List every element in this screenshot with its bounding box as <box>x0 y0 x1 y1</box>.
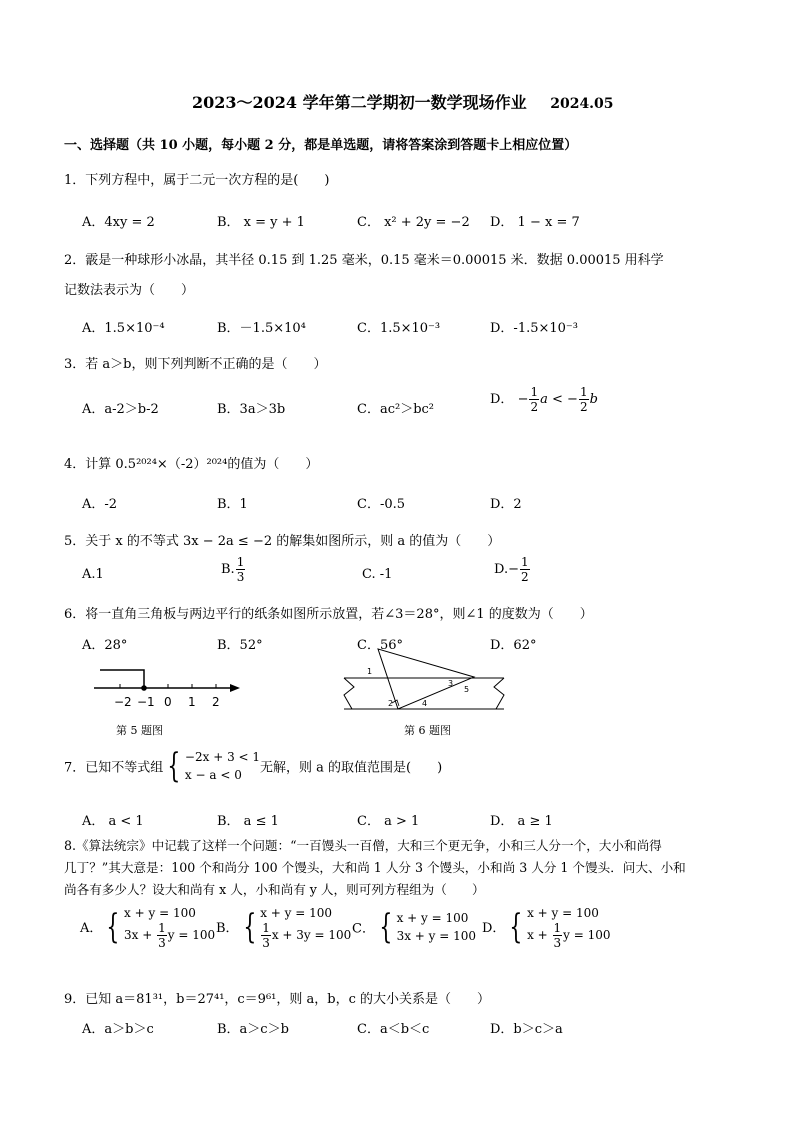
q7-stem-prefix: 7．已知不等式组 <box>64 760 164 776</box>
angle-label-5: 5 <box>464 685 470 694</box>
tick-label-0: 0 <box>164 695 172 709</box>
q2-option-a: A．1.5×10⁻⁴ <box>82 321 165 336</box>
tick-label-1: 1 <box>188 695 196 709</box>
q6-stem: 6．将一直角三角板与两边平行的纸条如图所示放置，若∠3＝28°，则∠1 的度数为（ ） <box>64 607 593 622</box>
q9-stem: 9．已知 a＝81³¹，b＝27⁴¹，c＝9⁶¹，则 a，b，c 的大小关系是（ ） <box>64 992 490 1007</box>
angle-label-1: 1 <box>367 667 373 676</box>
tick-label-neg1: −1 <box>137 695 155 709</box>
q8-d-system <box>527 904 610 949</box>
q8-stem-line2: 几丁？”其大意是：100 个和尚分 100 个馒头，大和尚 1 人分 3 个馒头，小和尚 3 人分 1 个馒头．问大、小和 <box>64 860 686 875</box>
q8-a-line2: 3x + $\frac{1}{3}$ y = 100 <box>124 921 216 950</box>
tick-label-2: 2 <box>212 695 220 709</box>
q6-option-d: D．62° <box>490 638 537 653</box>
q1-option-c: C． x² + 2y = −2 <box>357 215 470 230</box>
q8-c-line2: 3x + y = 100 <box>396 929 477 943</box>
q8-d-brace: { <box>509 906 523 947</box>
q8-a-system <box>124 904 215 949</box>
q1-option-d: D． 1 − x = 7 <box>490 215 580 230</box>
q4-stem: 4．计算 0.5²⁰²⁴×（-2）²⁰²⁴的值为（ ） <box>64 457 319 472</box>
fig6-triangle-strip <box>340 645 515 720</box>
q6-option-c: C．56° <box>357 638 403 653</box>
q5-d-prefix: D.− <box>494 562 519 577</box>
q5-stem: 5．关于 x 的不等式 3x − 2a ≤ −2 的解集如图所示，则 a 的值为（ ） <box>64 534 501 549</box>
q1-stem: 1．下列方程中，属于二元一次方程的是( ) <box>64 173 330 188</box>
q2-option-d: D．-1.5×10⁻³ <box>490 321 578 336</box>
page-title <box>192 90 614 113</box>
angle-label-3: 3 <box>448 679 454 688</box>
q7-option-d: D． a ≥ 1 <box>490 814 553 829</box>
q5-option-d: D.− $\frac{1}{2}$ <box>494 555 529 584</box>
q8-option-c <box>352 909 476 945</box>
title-text: 2023～2024 学年第二学期初一数学现场作业 <box>192 93 527 112</box>
q8-b-brace: { <box>242 906 256 947</box>
angle-label-4: 4 <box>422 699 428 708</box>
q3-stem: 3．若 a＞b，则下列判断不正确的是（ ） <box>64 357 327 372</box>
q5-option-a: A.1 <box>82 567 104 582</box>
q3-d-expr: − $\frac{1}{2}$ a < − $\frac{1}{2}$ b <box>517 385 598 414</box>
q3-option-a: A．a-2＞b-2 <box>82 402 159 417</box>
q3-option-d <box>490 386 598 413</box>
q8-d-prefix: D． <box>482 921 506 936</box>
q8-b-prefix: B． <box>216 921 239 936</box>
q4-option-b: B．1 <box>217 497 248 512</box>
q7-option-b: B． a ≤ 1 <box>217 814 279 829</box>
q7-stem-suffix: 无解，则 a 的取值范围是( ) <box>260 760 443 776</box>
q2-stem-line1: 2．霰是一种球形小冰晶，其半径 0.15 到 1.25 毫米，0.15 毫米＝0.00015 米．数据 0.00015 用科学 <box>64 253 664 268</box>
q7-brace: { <box>167 746 181 786</box>
q8-b-line2: $\frac{1}{3}$ x + 3y = 100 <box>262 921 352 950</box>
q8-c-prefix: C． <box>352 921 375 937</box>
q8-c-brace: { <box>379 907 393 947</box>
q8-stem-line1: 8.《算法统宗》中记载了这样一个问题：“一百馒头一百僧，大和三个更无争，小和三人分一个，大小和尚得 <box>64 838 662 853</box>
q9-option-c: C．a＜b＜c <box>357 1022 430 1037</box>
q8-stem-line3: 尚各有多少人？设大和尚有 x 人，小和尚有 y 人，则可列方程组为（ ） <box>64 882 485 897</box>
q8-a-brace: { <box>106 906 120 947</box>
q8-d-line2: x + $\frac{1}{3}$ y = 100 <box>527 921 611 950</box>
q3-option-b: B．3a＞3b <box>217 402 286 417</box>
q8-b-line1: x + y = 100 <box>260 906 333 920</box>
q8-c-line1: x + y = 100 <box>396 911 469 925</box>
q6-option-a: A．28° <box>82 638 128 653</box>
q2-stem-line2: 记数法表示为（ ） <box>64 283 195 298</box>
fig5-caption: 第 5 题图 <box>116 724 163 737</box>
tick-label-neg2: −2 <box>114 695 132 709</box>
q7-line2: x − a < 0 <box>184 768 242 782</box>
q3-option-c: C．ac²＞bc² <box>357 402 435 417</box>
fig6-caption: 第 6 题图 <box>404 724 451 737</box>
title-date: 2024.05 <box>550 96 614 112</box>
q9-option-b: B．a＞c＞b <box>217 1022 289 1037</box>
q8-c-system <box>397 909 476 945</box>
q5-b-prefix: B. <box>221 562 235 577</box>
q7-line1: −2x + 3 < 1 <box>184 750 261 764</box>
q7-option-a: A． a < 1 <box>82 814 144 829</box>
q8-option-d <box>482 904 611 949</box>
q5-option-c: C. -1 <box>362 567 393 582</box>
q4-option-c: C．-0.5 <box>357 497 406 512</box>
angle-label-2: 2 <box>388 699 394 708</box>
q2-option-c: C．1.5×10⁻³ <box>357 321 441 336</box>
q4-option-d: D．2 <box>490 497 522 512</box>
q8-a-line1: x + y = 100 <box>124 906 196 920</box>
q8-a-prefix: A． <box>80 921 103 936</box>
q8-b-system <box>260 904 351 949</box>
q5-option-b: B. $\frac{1}{3}$ <box>221 555 245 584</box>
fig5-number-line <box>90 664 250 714</box>
q6-option-b: B．52° <box>217 638 263 653</box>
q7-option-c: C． a > 1 <box>357 814 420 829</box>
q7-stem <box>64 748 442 784</box>
section-heading: 一、选择题（共 10 小题，每小题 2 分，都是单选题，请将答案涂到答题卡上相应位置） <box>64 138 578 153</box>
q8-d-line1: x + y = 100 <box>527 906 599 920</box>
q9-option-a: A．a＞b＞c <box>82 1022 154 1037</box>
q1-option-b: B． x = y + 1 <box>217 215 305 230</box>
q9-option-d: D．b＞c＞a <box>490 1022 563 1037</box>
q2-option-b: B．－1.5×10⁴ <box>217 321 306 336</box>
q3-d-prefix: D． <box>490 392 514 407</box>
q7-system <box>185 748 260 784</box>
q8-option-b <box>216 904 351 949</box>
q4-option-a: A．-2 <box>82 497 118 512</box>
q1-option-a: A．4xy = 2 <box>82 215 155 230</box>
q8-option-a <box>80 904 215 949</box>
